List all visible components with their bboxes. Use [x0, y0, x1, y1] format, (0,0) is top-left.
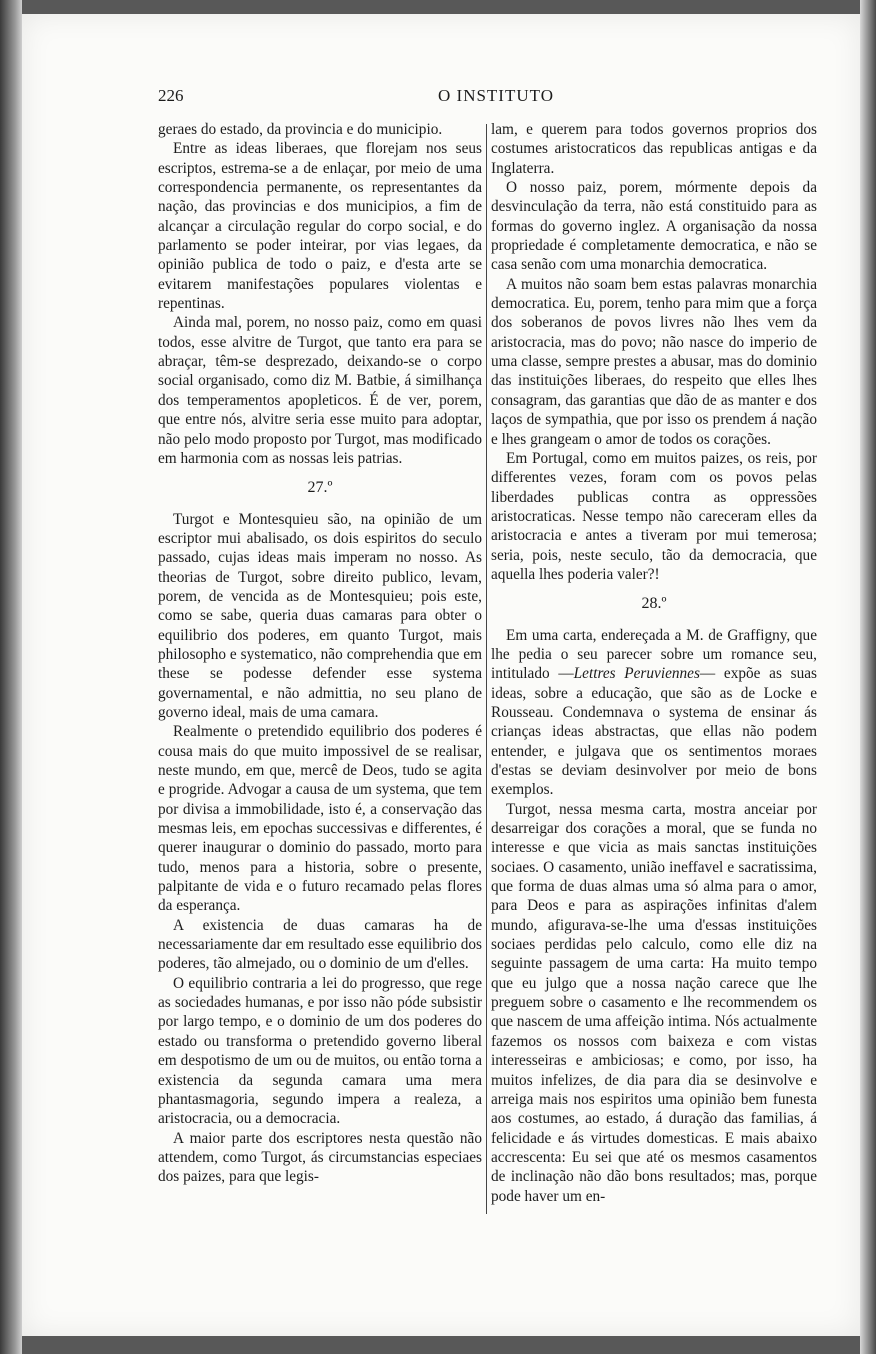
section-number: 27.º	[307, 479, 333, 497]
book-spine-shadow	[0, 0, 22, 1354]
paragraph: Turgot, nessa mesma carta, mostra anceiar por desarreigar dos corações a moral, que se funda no interesse e que vicia as mais sanctas instituições sociaes. O casamento, união ineffavel e sacratissima, que forma de duas almas uma só alma para o amor, para Deos e para as aspirações infinitas d'alem mundo, afigurava-se-lhe uma d'essas instituições sociaes perdidas pelo calculo, como elle diz na seguinte passagem de uma carta: Ha muito tempo que eu julgo que a nossa nação carece que lhe preguem sobre o casamento e lhe recommendem os que nascem de uma affeição intima. Nós actualmente fazemos os nossos com baixeza e com vistas interesseiras e ambiciosas; e como, por isso, ha muitos infelizes, de dia para dia se desinvolve e arreiga mais nos espiritos uma opinião bem funesta aos costumes, ao estado, á duração das familias, á felicidade e ás virtudes domesticas. E mais abaixo accrescenta: Eu sei que até os mesmos casamentos de inclinação não dão bons resultados; mas, porque pode haver um en-	[491, 800, 817, 1205]
page-edge-right	[860, 0, 876, 1354]
paragraph: A maior parte dos escriptores nesta questão não attendem, como Turgot, ás circumstancias especiaes dos paizes, para que legis-	[158, 1129, 482, 1186]
paragraph: lam, e querem para todos governos proprios dos costumes aristocraticos das republicas antigas e da Inglaterra.	[491, 121, 817, 177]
paragraph: Ainda mal, porem, no nosso paiz, como em quasi todos, esse alvitre de Turgot, que tanto era para se abraçar, têm-se desprezado, deixando-se o corpo social organisado, como diz M. Batbie, á similhança dos temperamentos apopleticos. É de ver, porem, que entre nós, alvitre seria esse muito para adoptar, não pelo modo proposto por Turgot, mas modificado em harmonia com as nossas leis patrias.	[158, 314, 482, 467]
section-number: 28.º	[641, 595, 667, 613]
left-column	[158, 120, 482, 1187]
paragraph-text: Em uma carta, endereçada a M. de Graffigny, que lhe pedia o seu parecer sobre um romance seu, intitulado —	[491, 626, 817, 683]
column-divider	[486, 124, 487, 1214]
paragraph: A existencia de duas camaras ha de necessariamente dar em resultado esse equilibrio dos poderes, tão almejado, ou o dominio de um d'elles.	[158, 916, 482, 973]
paragraph: geraes do estado, da provincia e do municipio.	[158, 121, 443, 138]
paragraph: Realmente o pretendido equilibrio dos poderes é cousa mais do que muito impossivel de se realisar, neste mundo, em que, mercê de Deos, tudo se agita e progride. Advogar a causa de um systema, que tem por divisa a immobilidade, isto é, a conservação das mesmas leis, em epochas successivas e differentes, é querer inaugurar o dominio do passado, morto para tudo, menos para a historia, sobre o presente, palpitante de vida e o futuro recamado pelas flores da esperança.	[158, 723, 482, 915]
paragraph: O equilibrio contraria a lei do progresso, que rege as sociedades humanas, e por isso não póde subsistir por largo tempo, e o dominio de um dos poderes do estado ou transforma o pretendido governo liberal em despotismo de um ou de muitos, ou então torna a existencia da segunda camara uma mera phantasmagoria, segundo impera a realeza, a aristocracia, ou a democracia.	[158, 974, 482, 1128]
paragraph: A muitos não soam bem estas palavras monarchia democratica. Eu, porem, tenho para mim que a força dos soberanos de povos livres não lhes vem da aristocracia, mas do povo; não nasce do imperio de uma classe, sempre prestes a abusar, mas do dominio das instituições liberaes, do respeito que elles lhes consagram, das garantias que dão de as manter e dos laços de sympathia, que por isso os prendem á nação e lhes grangeam o amor de todos os corações.	[491, 275, 817, 448]
right-column	[491, 120, 817, 1206]
paragraph: Em Portugal, como em muitos paizes, os reis, por differentes vezes, foram com os povos pelas liberdades publicas contra as oppressões aristocraticas. Nesse tempo não careceram elles da aristocracia e antes a tiveram por mui temerosa; seria, pois, neste seculo, tão da democracia, que aquella lhes poderia valer?!	[491, 449, 817, 583]
paragraph-text: — expõe as suas ideas, sobre a educação, que são as de Locke e Rousseau. Condemnava o systema de ensinar ás crianças ideas abstractas, que ellas não podem entender, e julgava que os sentimentos moraes d'estas se deviam desinvolver por meio de bons exemplos.	[491, 665, 817, 799]
paragraph: O nosso paiz, porem, mórmente depois da desvinculação da terra, não está constituido para as formas do governo inglez. A organisação da nossa propriedade é completamente democratica, e não se casa senão com uma monarchia democratica.	[491, 179, 817, 274]
running-title: O INSTITUTO	[438, 86, 554, 105]
paragraph: Turgot e Montesquieu são, na opinião de um escriptor mui abalisado, os dois espiritos do seculo passado, cujas ideas mais imperam no nosso. As theorias de Turgot, sobre direito publico, levam, porem, de vencida as de Montesquieu; pois este, como se sabe, queria duas camaras para obter o equilibrio dos poderes, em quanto Turgot, mais philosopho e systematico, não comprehendia que em these se podesse defender esse systema governamental, e não admittia, no seu plano de governo ideal, mais de uma camara.	[158, 510, 482, 721]
paragraph	[491, 626, 817, 800]
page-number: 226	[158, 86, 184, 105]
page-header	[158, 86, 818, 110]
book-title: Lettres Peruviennes	[573, 665, 700, 683]
paragraph: Entre as ideas liberaes, que florejam nos seus escriptos, estrema-se a de enlaçar, por meio de uma correspondencia permanente, os representantes da nação, das provincias e dos municipios, a fim de alcançar a circulação regular do corpo social, e do parlamento se poder inteirar, por vias legaes, da opinião publica de todo o paiz, e d'esta arte se evitarem manifestações populares violentas e repentinas.	[158, 140, 482, 313]
